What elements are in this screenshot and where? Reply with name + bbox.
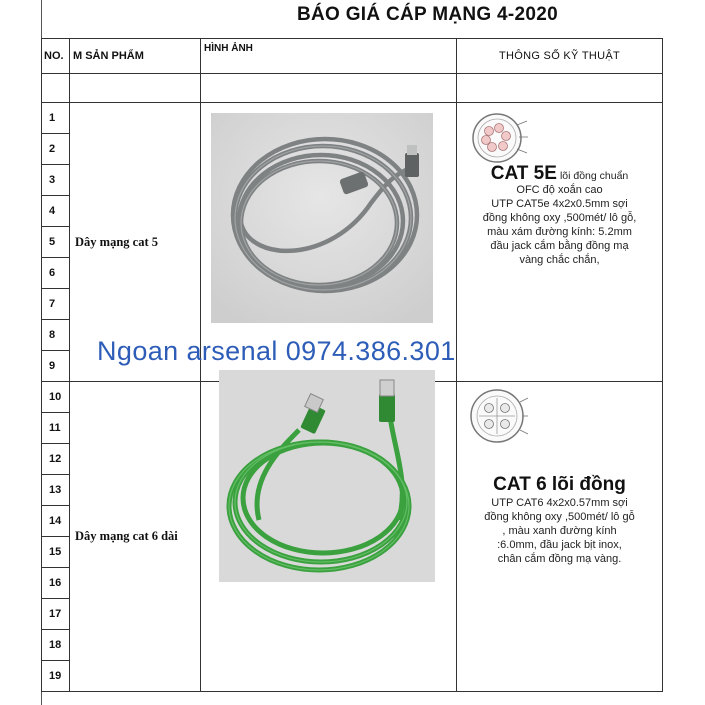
row-number: 10 xyxy=(42,382,70,413)
row-number: 18 xyxy=(42,630,70,661)
header-no: NO. xyxy=(42,39,70,74)
row-number: 11 xyxy=(42,413,70,444)
product-spec-cell xyxy=(457,382,663,692)
row-number: 15 xyxy=(42,537,70,568)
spec-line: đồng không oxy ,500mét/ lô gỗ, xyxy=(482,212,637,224)
spec-line: , màu xanh đường kính xyxy=(502,525,617,537)
cat6-cable-photo xyxy=(219,370,435,582)
header-name: M SẢN PHẨM xyxy=(70,39,201,74)
page-title: BÁO GIÁ CÁP MẠNG 4-2020 xyxy=(297,4,558,25)
header-spec: THÔNG SỐ KỸ THUẬT xyxy=(457,39,663,74)
product-spec-text xyxy=(457,474,662,566)
row-number: 13 xyxy=(42,475,70,506)
table-row xyxy=(42,103,663,134)
row-number: 4 xyxy=(42,196,70,227)
row-number: 6 xyxy=(42,258,70,289)
row-number: 8 xyxy=(42,320,70,351)
product-name: Dây mạng cat 6 dài xyxy=(70,382,201,692)
product-name: Dây mạng cat 5 xyxy=(70,103,201,382)
blank-row xyxy=(42,74,663,103)
row-number: 14 xyxy=(42,506,70,537)
row-number: 2 xyxy=(42,134,70,165)
spec-line: chân cắm đồng mạ vàng. xyxy=(497,553,622,565)
spec-line: màu xám đường kính: 5.2mm xyxy=(487,226,632,238)
watermark-text: Ngoan arsenal 0974.386.301 xyxy=(97,336,456,366)
row-number: 19 xyxy=(42,661,70,692)
row-number: 1 xyxy=(42,103,70,134)
spec-line: vàng chắc chắn, xyxy=(519,254,600,266)
cable-cross-section-icon xyxy=(465,111,529,165)
spec-title-suffix: lõi đồng chuẩn xyxy=(559,170,629,182)
product-spec-cell xyxy=(457,103,663,382)
product-spec-text xyxy=(457,163,662,267)
row-number: 16 xyxy=(42,568,70,599)
product-image-cell xyxy=(201,382,457,692)
spec-line: đầu jack cắm bằng đồng mạ xyxy=(490,240,629,252)
header-row xyxy=(42,39,663,74)
cat5-cable-photo xyxy=(211,113,433,323)
cable-cross-section-icon xyxy=(465,386,529,446)
header-image: HÌNH ẢNH xyxy=(201,39,457,74)
row-number: 12 xyxy=(42,444,70,475)
row-number: 5 xyxy=(42,227,70,258)
spec-title: CAT 5E xyxy=(490,163,557,184)
spec-title: CAT 6 lõi đồng xyxy=(493,474,626,495)
spec-line: :6.0mm, đầu jack bịt inox, xyxy=(497,539,622,551)
spec-line: OFC độ xoắn cao xyxy=(516,184,603,196)
table-row xyxy=(42,382,663,413)
row-number: 7 xyxy=(42,289,70,320)
spec-line: UTP CAT6 4x2x0.57mm sợi xyxy=(491,497,628,509)
row-number: 3 xyxy=(42,165,70,196)
row-number: 17 xyxy=(42,599,70,630)
spec-line: UTP CAT5e 4x2x0.5mm sợi xyxy=(491,198,628,210)
spec-line: đồng không oxy ,500mét/ lô gỗ xyxy=(484,511,635,523)
row-number: 9 xyxy=(42,351,70,382)
